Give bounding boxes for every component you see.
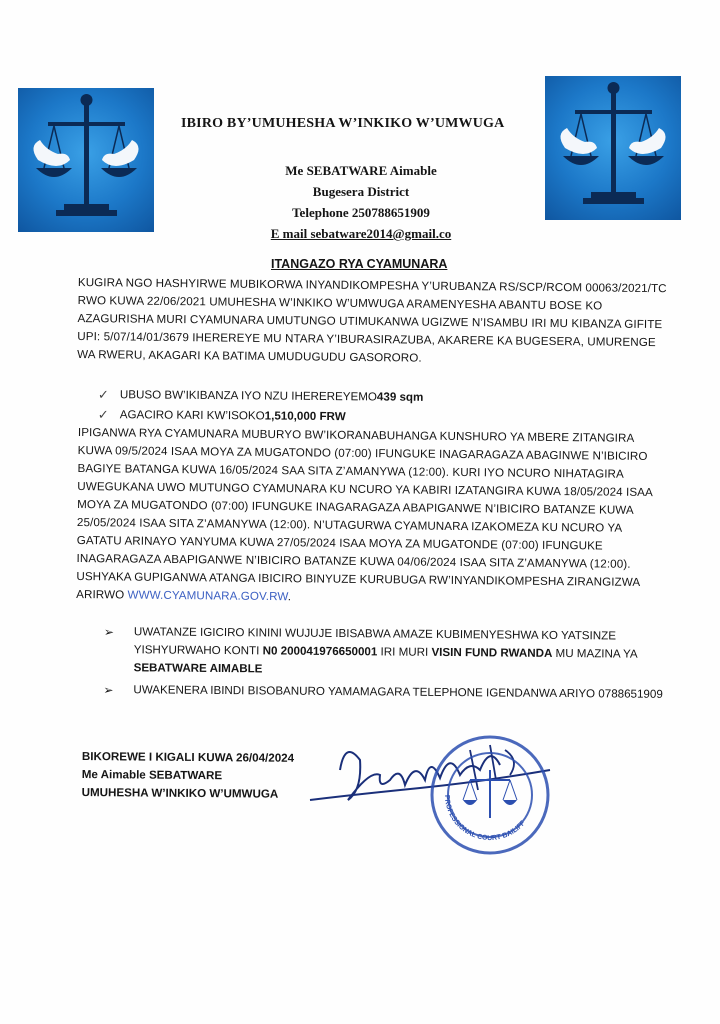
plot-size-value: 439 sqm <box>376 390 424 404</box>
payment-text: UWATANZE IGICIRO KININI WUJUJE IBISABWA AMAZE KUBIMENYESHWA KO YATSINZE YISHYURWAHO KONTI <box>133 625 617 658</box>
auction-schedule-text: IPIGANWA RYA CYAMUNARA MUBURYO BW’IKORANABUHANGA KUNSHURO YA MBERE ZITANGIRA KUWA 09/5/2024 ISAA MOYA ZA MUGATONDO (07:00) IFUNGUKE INAGARAGAZA ABAGINWE N’IBICIRO BAGIYE BATANGA KUWA 16/05/2024 SAA SITA Z’AMANYWA (12:00). KURI IYO NCURO NIHATAGIRA UWEGUKANA UWO MUTUNGO CYAMUNARA KU NCURO YA KABIRI IZATANGIRA KUWA 18/05/2024 ISAA MOYA ZA MUGATONDO (07:00) IFUNGUKE INAGARAGAZA ABAPIGANWE N’IBICIRO BATANZE KUWA 25/05/2024 ISAA SITA Z’AMANYWA (12:00). N’UTAGURWA CYAMUNARA IZAKOMEZA KU NCURO YA GATATU ARINAYO YANYUMA KUWA 27/05/2024 ISAA MOYA ZA MUGATONDE (07:00) IFUNGUKE INAGARAGAZA ABAPIGANWE N’IBICIRO BATANZE KUWA 04/06/2024 ISAA SITA Z’AMANYWA (12:00). USHYAKA GUPIGANWA ATANGA IBICIRO BINYUZE KURUBUGA RW’INYANDIKOMPESHA ZIRANGIZWA ARIRWO <box>76 425 653 602</box>
place-date: BIKOREWE I KIGALI KUWA 26/04/2024 <box>81 749 295 765</box>
account-number: N0 200041976650001 <box>262 644 378 659</box>
plot-size-label: UBUSO BW’IKIBANZA IYO NZU IHEREREYEMO <box>119 388 378 404</box>
market-value-label: AGACIRO KARI KW’ISOKO <box>119 408 265 423</box>
bailiff-name: Me SEBATWARE Aimable <box>285 163 437 178</box>
scales-of-justice-logo-right <box>545 76 681 220</box>
market-value-amount: 1,510,000 FRW <box>264 409 346 424</box>
arrowhead-icon: ➢ <box>103 682 114 698</box>
signer-name: Me Aimable SEBATWARE <box>81 767 223 783</box>
contact-instruction: UWAKENERA IBINDI BISOBANURO YAMAMAGARA TELEPHONE IGENDANWA ARIYO 0788651909 <box>133 683 663 701</box>
email: E mail sebatware2014@gmail.co <box>270 226 452 241</box>
account-holder: SEBATWARE AIMABLE <box>133 661 263 676</box>
payment-instruction <box>134 623 684 682</box>
notice-intro: KUGIRA NGO HASHYIRWE MUBIKORWA INYANDIKOMPESHA Y’URUBANZA RS/SCP/RCOM 00063/2021/TC RWO KUWA 22/06/2021 UMUHESHA W’INKIKO W’UMWUGA ARAMENYESHA ABANTU BOSE KO AZAGURISHA MURI CYAMUNARA UMUTUNGO UTIMUKANWA UGIZWE N’ISAMBU IRI MU KIBANZA GIFITE UPI: 5/07/14/01/3679 IHEREREYE MU NTARA Y’IBURASIRAZUBA, AKARERE KA BUGESERA, UMURENGE WA RWERU, AKAGARI KA BATIMA UMUDUGUDU GASORORO. <box>77 275 667 365</box>
website-suffix: . <box>287 590 292 604</box>
scales-of-justice-icon <box>18 88 154 232</box>
contact-block <box>236 160 486 244</box>
signer-role: UMUHESHA W’INKIKO W’UMWUGA <box>81 785 279 801</box>
bank-name: VISIN FUND RWANDA <box>431 645 553 660</box>
payment-text: MU MAZINA YA <box>552 646 638 661</box>
website-link[interactable]: WWW.CYAMUNARA.GOV.RW <box>127 588 288 604</box>
telephone: Telephone 250788651909 <box>292 205 430 220</box>
official-stamp <box>425 730 555 860</box>
scales-of-justice-icon <box>545 76 681 220</box>
arrowhead-icon: ➢ <box>103 624 115 640</box>
list-item <box>104 623 684 682</box>
notice-title: ITANGAZO RYA CYAMUNARA <box>271 257 448 271</box>
scales-of-justice-logo-left <box>18 88 154 232</box>
auction-schedule <box>76 424 668 610</box>
list-item <box>103 681 683 704</box>
office-title: IBIRO BY’UMUHESHA W’INKIKO W’UMWUGA <box>181 116 505 131</box>
payment-text: IRI MURI <box>377 645 432 659</box>
instructions-list <box>103 623 684 708</box>
district: Bugesera District <box>312 184 410 199</box>
property-details <box>98 385 618 430</box>
check-icon: ✓ <box>97 406 109 423</box>
check-icon: ✓ <box>97 386 109 403</box>
stamp-text: PROFESSIONAL COURT BAILIFF <box>442 794 527 843</box>
